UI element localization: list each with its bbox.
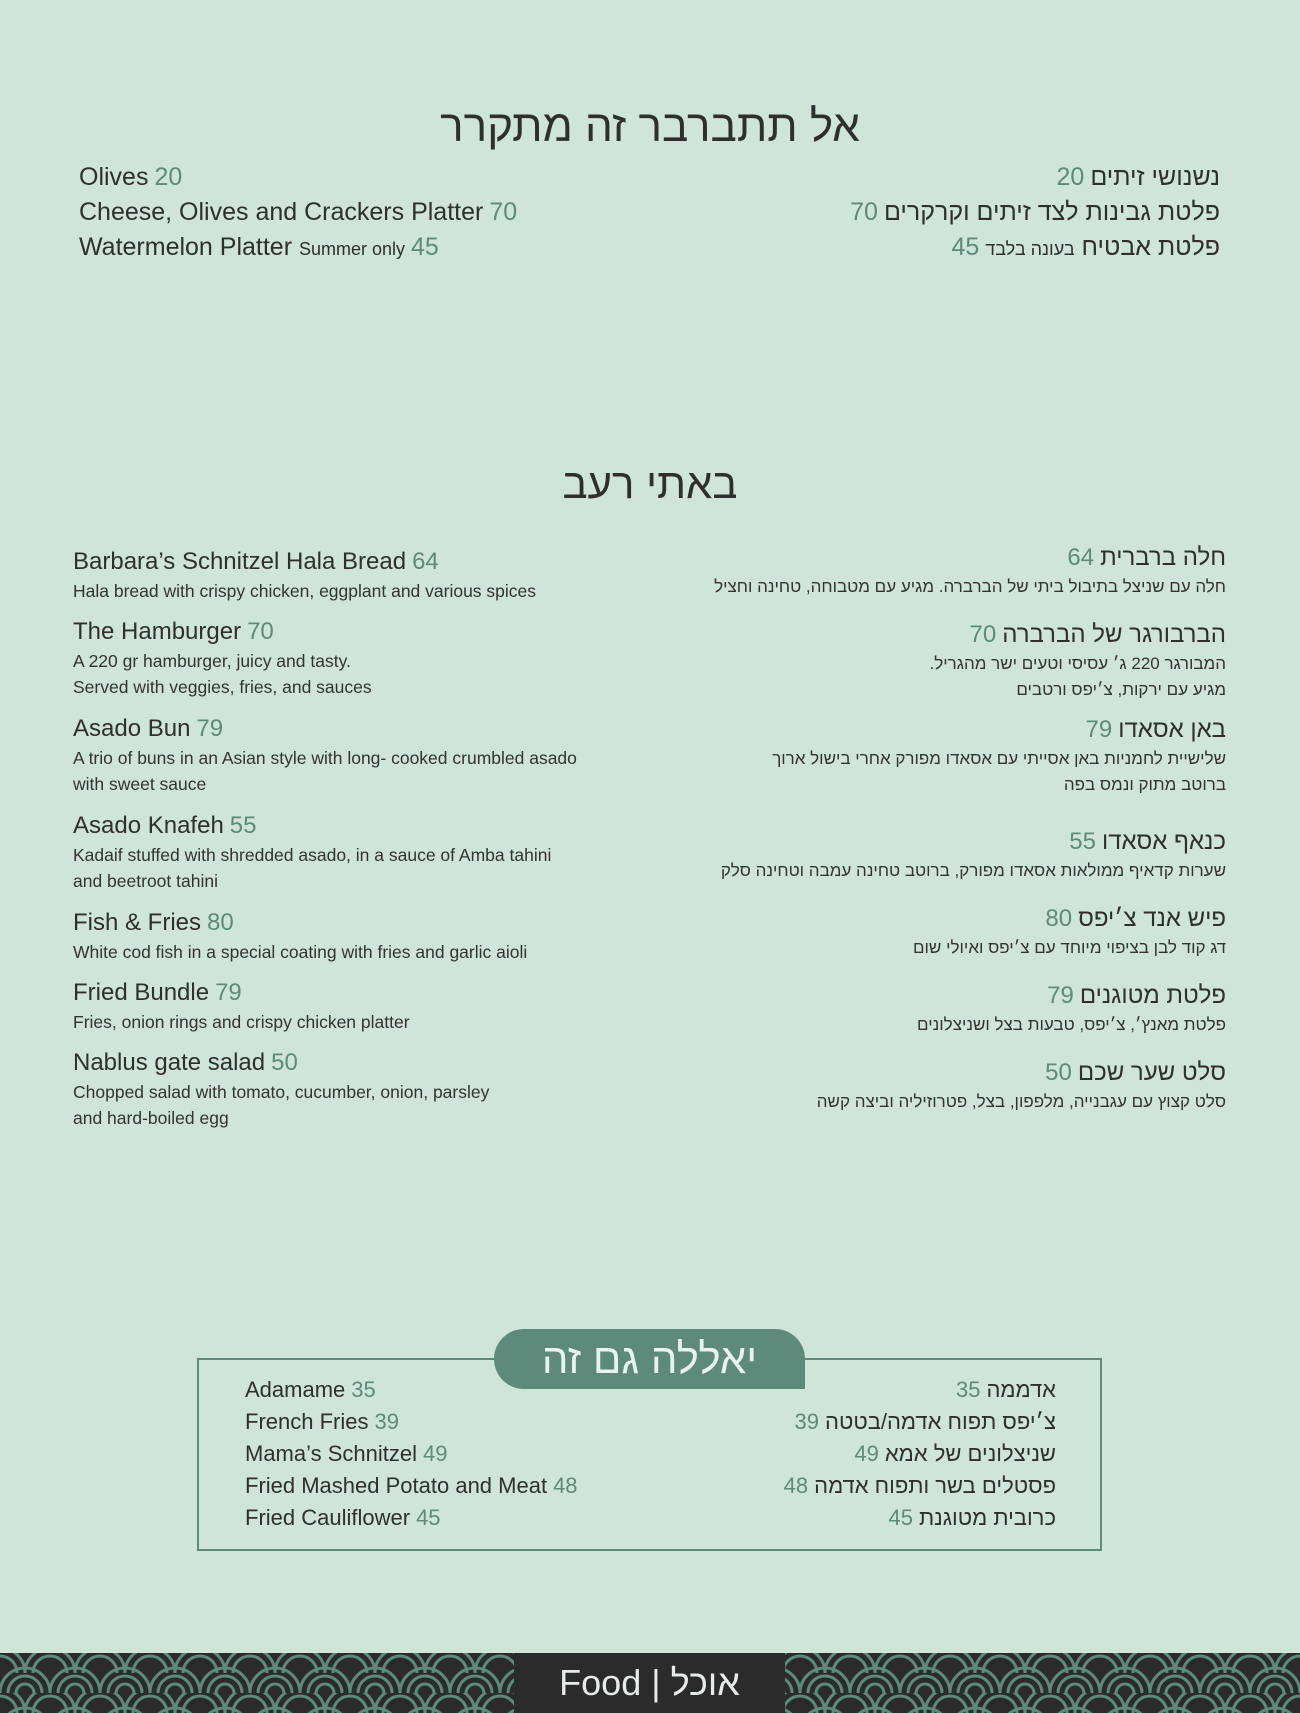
item-name: Fried Bundle — [73, 979, 210, 1006]
item-name: חלה ברברית — [1100, 544, 1226, 571]
item-name: The Hamburger — [73, 618, 242, 645]
menu-item — [73, 1047, 653, 1144]
menu-item — [646, 826, 1226, 903]
item-description: A trio of buns in an Asian style with long- cooked crumbled asado — [73, 748, 577, 768]
item-name: פיש אנד צ׳יפס — [1078, 905, 1226, 932]
menu-item — [646, 714, 1226, 826]
item-price: 64 — [1067, 544, 1095, 571]
item-description: White cod fish in a special coating with fries and garlic aioli — [73, 942, 528, 962]
menu-item — [636, 1470, 1056, 1502]
item-name: נשנושי זיתים — [1090, 163, 1220, 191]
menu-item — [636, 1406, 1056, 1438]
footer-banner — [0, 1653, 1300, 1713]
menu-item — [245, 1438, 665, 1470]
item-description: and beetroot tahini — [73, 871, 218, 891]
item-name: פלטת גבינות לצד זיתים וקרקרים — [883, 198, 1220, 226]
item-name: Fish & Fries — [73, 909, 202, 936]
item-description: דג קוד לבן בציפוי מיוחד עם צ׳יפס ואיולי שום — [912, 938, 1226, 957]
item-description: שערות קדאיף ממולאות אסאדו מפורק, ברוטב טחינה עמבה וטחינה סלק — [720, 861, 1226, 880]
section3-hebrew-list — [636, 1374, 1056, 1534]
item-price: 64 — [412, 548, 439, 575]
item-name: פלטת מטוגנים — [1079, 982, 1226, 1009]
menu-item — [73, 546, 653, 616]
item-description: סלט קצוץ עם עגבנייה, מלפפון, בצל, פטרוזיליה וביצה קשה — [816, 1092, 1226, 1111]
item-note: Summer only — [299, 239, 406, 259]
item-price: 39 — [374, 1409, 399, 1434]
item-name: פלטת אבטיח — [1081, 233, 1220, 261]
item-price: 45 — [416, 1505, 441, 1530]
section1-hebrew-list — [660, 160, 1220, 265]
menu-item — [73, 616, 653, 713]
item-name: אדממה — [986, 1377, 1056, 1402]
menu-item — [79, 195, 639, 230]
item-price: 45 — [888, 1505, 913, 1530]
item-price: 48 — [553, 1473, 578, 1498]
item-description: and hard-boiled egg — [73, 1108, 229, 1128]
menu-item — [79, 160, 639, 195]
item-name: Olives — [79, 163, 149, 191]
section1-english-list — [79, 160, 639, 265]
footer-label: Food | אוכל — [514, 1653, 785, 1713]
item-name: Adamame — [245, 1377, 346, 1402]
item-price: 79 — [196, 715, 224, 742]
item-name: Fried Cauliflower — [245, 1505, 411, 1530]
menu-item — [73, 713, 653, 810]
item-description: Hala bread with crispy chicken, eggplant and various spices — [73, 581, 537, 601]
item-price: 79 — [1047, 982, 1074, 1009]
item-description: פלטת מאנץ׳, צ׳יפס, טבעות בצל ושניצלונים — [917, 1015, 1226, 1034]
item-price: 35 — [351, 1377, 376, 1402]
menu-item — [73, 907, 653, 977]
item-price: 55 — [1069, 828, 1096, 855]
item-name: באן אסאדו — [1118, 716, 1226, 743]
item-price: 80 — [1045, 905, 1073, 932]
item-note: בעונה בלבד — [985, 239, 1075, 259]
menu-item — [660, 160, 1220, 195]
item-description: with sweet sauce — [73, 774, 207, 794]
item-description: A 220 gr hamburger, juicy and tasty. — [73, 651, 351, 671]
item-description: מגיע עם ירקות, צ׳יפס ורטבים — [1016, 680, 1226, 699]
menu-item — [245, 1406, 665, 1438]
section2-hebrew-list — [646, 542, 1226, 1134]
item-price: 49 — [854, 1441, 879, 1466]
menu-item — [73, 810, 653, 907]
menu-item — [646, 903, 1226, 980]
menu-item — [660, 230, 1220, 265]
item-name: הברבורגר של הברברה — [1002, 621, 1226, 648]
item-price: 70 — [247, 618, 274, 645]
menu-item — [660, 195, 1220, 230]
item-price: 45 — [951, 233, 980, 261]
item-description: Fries, onion rings and crispy chicken platter — [73, 1012, 410, 1032]
item-name: Barbara’s Schnitzel Hala Bread — [73, 548, 407, 575]
item-name: סלט שער שכם — [1077, 1059, 1226, 1086]
item-name: Watermelon Platter — [79, 233, 293, 261]
item-price: 35 — [955, 1377, 981, 1402]
item-price: 55 — [229, 812, 257, 839]
item-name: צ׳יפס תפוח אדמה/בטטה — [825, 1409, 1056, 1434]
item-name: French Fries — [245, 1409, 369, 1434]
menu-item — [245, 1470, 665, 1502]
menu-item — [646, 1057, 1226, 1134]
item-price: 79 — [215, 979, 242, 1006]
menu-item — [73, 977, 653, 1047]
item-price: 49 — [423, 1441, 448, 1466]
item-description: המבורגר 220 ג׳ עסיסי וטעים ישר מהגריל. — [929, 654, 1226, 673]
item-name: כנאף אסאדו — [1101, 828, 1226, 855]
item-price: 70 — [489, 198, 518, 226]
item-price: 79 — [1085, 716, 1113, 743]
item-price: 80 — [207, 909, 234, 936]
item-name: שניצלונים של אמא — [884, 1441, 1056, 1466]
item-name: Fried Mashed Potato and Meat — [245, 1473, 548, 1498]
item-description: Kadaif stuffed with shredded asado, in a sauce of Amba tahini — [73, 845, 552, 865]
item-price: 70 — [969, 621, 997, 648]
section3-english-list — [245, 1374, 665, 1534]
item-price: 50 — [1045, 1059, 1072, 1086]
section3-title: יאללה גם זה — [494, 1329, 805, 1389]
menu-item — [646, 542, 1226, 619]
item-name: Cheese, Olives and Crackers Platter — [79, 198, 484, 226]
section2-title: באתי רעב — [562, 460, 738, 507]
item-price: 48 — [783, 1473, 809, 1498]
menu-item — [245, 1502, 665, 1534]
menu-item — [646, 980, 1226, 1057]
menu-item — [636, 1438, 1056, 1470]
menu-item — [636, 1502, 1056, 1534]
item-name: Mama’s Schnitzel — [245, 1441, 417, 1466]
item-name: Asado Bun — [73, 715, 191, 742]
item-name: Nablus gate salad — [73, 1049, 266, 1076]
item-description: שלישיית לחמניות באן אסייתי עם אסאדו מפורק אחרי בישול ארוך — [772, 749, 1226, 768]
item-description: חלה עם שניצל בתיבול ביתי של הברברה. מגיע עם מטבוחה, טחינה וחציל — [714, 577, 1226, 596]
menu-item — [636, 1374, 1056, 1406]
item-name: כרובית מטוגנת — [918, 1505, 1056, 1530]
item-price: 45 — [411, 233, 439, 261]
menu-item — [646, 619, 1226, 714]
menu-item — [245, 1374, 665, 1406]
item-price: 20 — [154, 163, 183, 191]
item-name: Asado Knafeh — [73, 812, 224, 839]
menu-item — [79, 230, 639, 265]
item-price: 20 — [1056, 163, 1085, 191]
item-description: Chopped salad with tomato, cucumber, onion, parsley — [73, 1082, 490, 1102]
item-price: 70 — [850, 198, 878, 226]
item-name: פסטלים בשר ותפוח אדמה — [814, 1473, 1056, 1498]
section1-title: אל תתברבר זה מתקרר — [440, 102, 860, 151]
item-price: 50 — [271, 1049, 298, 1076]
section2-english-list — [73, 546, 653, 1144]
item-description: Served with veggies, fries, and sauces — [73, 677, 372, 697]
item-price: 39 — [794, 1409, 820, 1434]
item-description: ברוטב מתוק ונמס בפה — [1063, 775, 1226, 794]
